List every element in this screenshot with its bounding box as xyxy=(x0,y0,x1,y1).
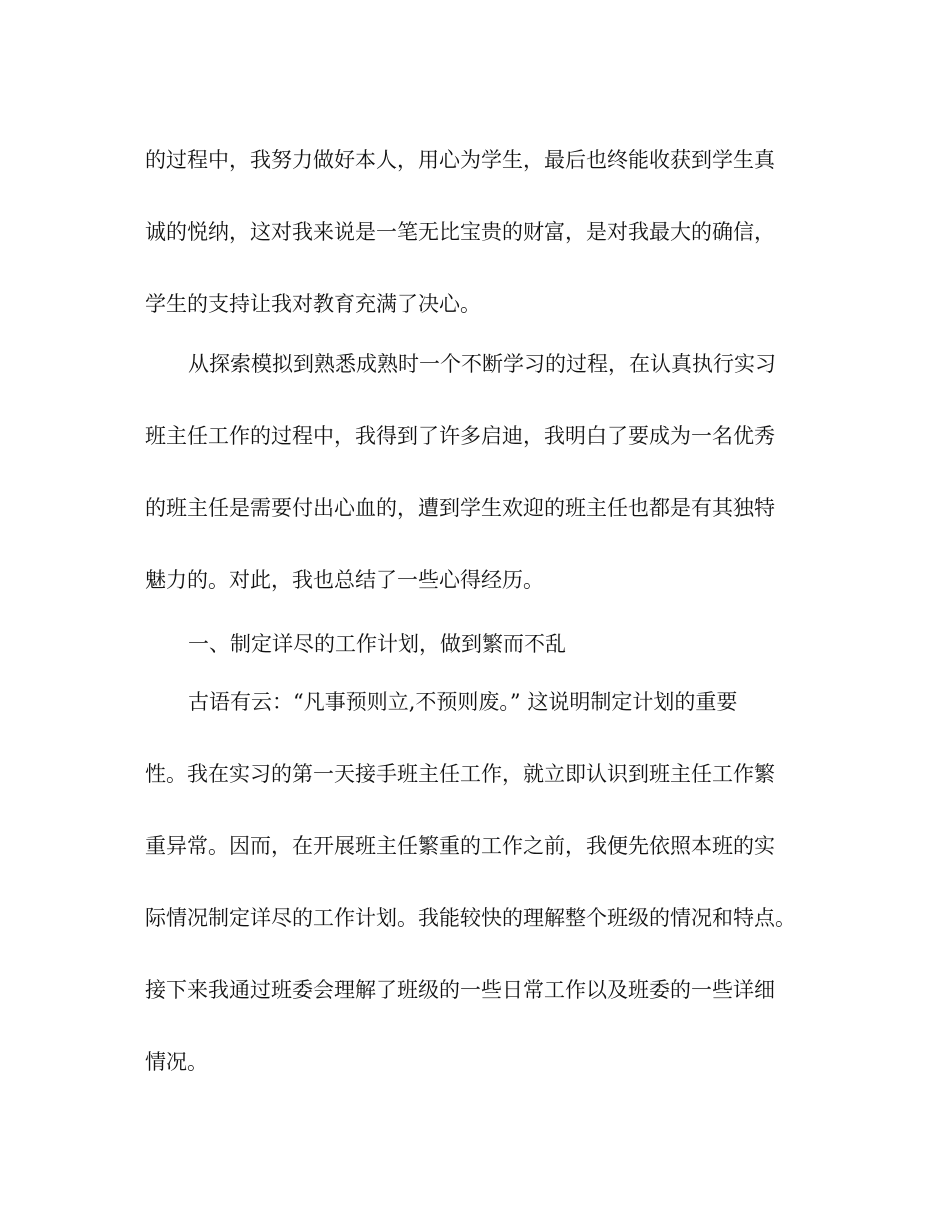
text-line: 性。我在实习的第一天接手班主任工作，就立即认识到班主任工作繁 xyxy=(145,762,775,786)
text-line: 诚的悦纳，这对我来说是一笔无比宝贵的财富，是对我最大的确信， xyxy=(145,220,775,244)
text-line: 的班主任是需要付出心血的，遭到学生欢迎的班主任也都是有其独特 xyxy=(145,496,775,520)
text-line: 的过程中，我努力做好本人，用心为学生，最后也终能收获到学生真 xyxy=(145,148,775,172)
text-line: 际情况制定详尽的工作计划。我能较快的理解整个班级的情况和特点。 xyxy=(145,906,796,930)
section-heading: 一、制定详尽的工作计划，做到繁而不乱 xyxy=(188,632,566,656)
text-line: 魅力的。对此，我也总结了一些心得经历。 xyxy=(145,568,544,592)
text-line: 接下来我通过班委会理解了班级的一些日常工作以及班委的一些详细 xyxy=(145,978,775,1002)
paragraph-start-line: 从探索模拟到熟悉成熟时一个不断学习的过程，在认真执行实习 xyxy=(188,352,776,376)
text-line: 情况。 xyxy=(145,1050,208,1074)
text-line: 学生的支持让我对教育充满了决心。 xyxy=(145,292,481,316)
paragraph-start-line: 古语有云：“凡事预则立,不预则废。” 这说明制定计划的重要 xyxy=(188,690,738,714)
text-line: 重异常。因而，在开展班主任繁重的工作之前，我便先依照本班的实 xyxy=(145,834,775,858)
text-line: 班主任工作的过程中，我得到了许多启迪，我明白了要成为一名优秀 xyxy=(145,424,775,448)
